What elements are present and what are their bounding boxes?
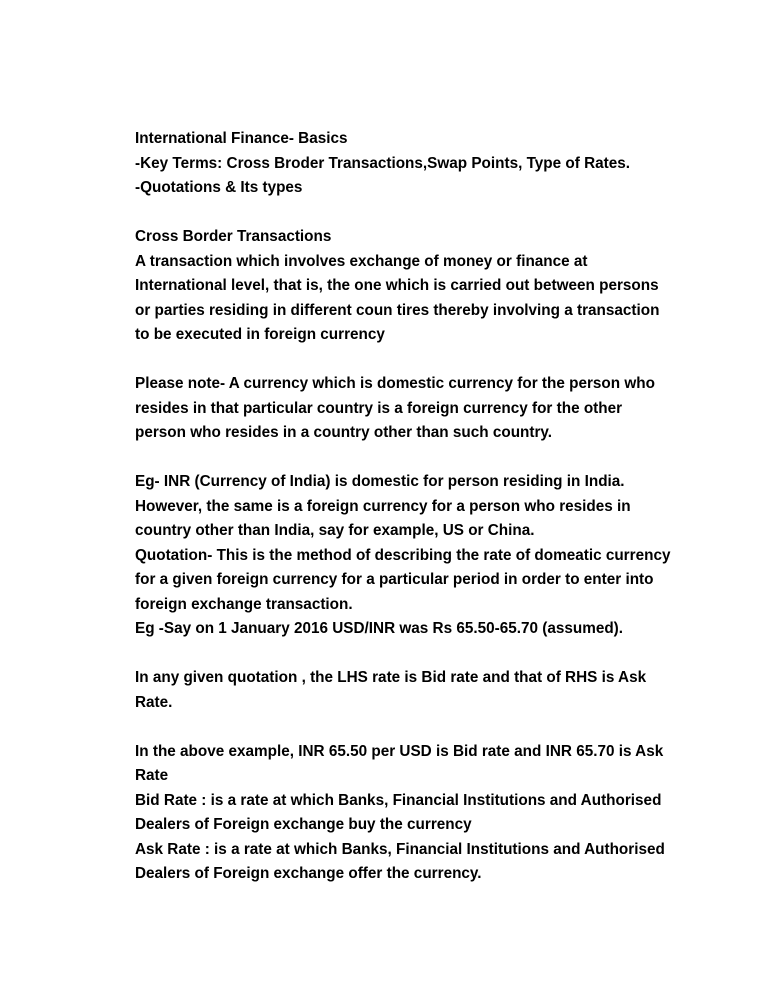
paragraph-line: to be executed in foreign currency xyxy=(135,326,385,343)
paragraph-line: In any given quotation , the LHS rate is Bid rate and that of RHS is Ask xyxy=(135,669,647,686)
quotations-line: -Quotations & Its types xyxy=(135,179,303,196)
paragraph-line: person who resides in a country other than such country. xyxy=(135,424,553,441)
paragraph-line: country other than India, say for example, US or China. xyxy=(135,522,535,539)
spacer xyxy=(135,642,735,667)
section-heading: Cross Border Transactions xyxy=(135,228,332,245)
paragraph-line: Dealers of Foreign exchange buy the currency xyxy=(135,816,472,833)
paragraph-line: In the above example, INR 65.50 per USD is Bid rate and INR 65.70 is Ask xyxy=(135,742,664,760)
paragraph-line: or parties residing in different coun tires thereby involving a transaction xyxy=(135,301,660,319)
paragraph-line: Ask Rate : is a rate at which Banks, Financial Institutions and Authorised xyxy=(135,840,665,858)
rates-section xyxy=(135,740,735,887)
paragraph-line: foreign exchange transaction. xyxy=(135,595,353,613)
spacer xyxy=(135,348,735,373)
quotation-rule-section xyxy=(135,666,735,715)
document-body xyxy=(135,127,735,887)
paragraph-line: resides in that particular country is a foreign currency for the other xyxy=(135,399,623,417)
cross-border-section xyxy=(135,225,735,348)
paragraph-line: Eg- INR (Currency of India) is domestic for person residing in India. xyxy=(135,473,625,490)
paragraph-line: Eg -Say on 1 January 2016 USD/INR was Rs 65.50-65.70 (assumed). xyxy=(135,620,624,637)
spacer xyxy=(135,446,735,471)
paragraph-line: A transaction which involves exchange of money or finance at xyxy=(135,252,588,270)
paragraph-line: Rate. xyxy=(135,693,173,711)
spacer xyxy=(135,201,735,226)
example-section xyxy=(135,470,735,642)
paragraph-line: Bid Rate : is a rate at which Banks, Financial Institutions and Authorised xyxy=(135,791,662,809)
header-section xyxy=(135,127,735,201)
paragraph-line: for a given foreign currency for a particular period in order to enter into xyxy=(135,571,654,588)
paragraph-line: Dealers of Foreign exchange offer the currency. xyxy=(135,865,482,882)
key-terms-line: -Key Terms: Cross Broder Transactions,Swap Points, Type of Rates. xyxy=(135,154,631,172)
spacer xyxy=(135,715,735,740)
paragraph-line: International level, that is, the one which is carried out between persons xyxy=(135,277,659,294)
please-note-section xyxy=(135,372,735,446)
paragraph-line: However, the same is a foreign currency for a person who resides in xyxy=(135,497,631,515)
paragraph-line: Please note- A currency which is domestic currency for the person who xyxy=(135,375,655,392)
document-title: International Finance- Basics xyxy=(135,130,348,147)
paragraph-line: Rate xyxy=(135,767,169,784)
paragraph-line: Quotation- This is the method of describing the rate of domeatic currency xyxy=(135,546,671,564)
